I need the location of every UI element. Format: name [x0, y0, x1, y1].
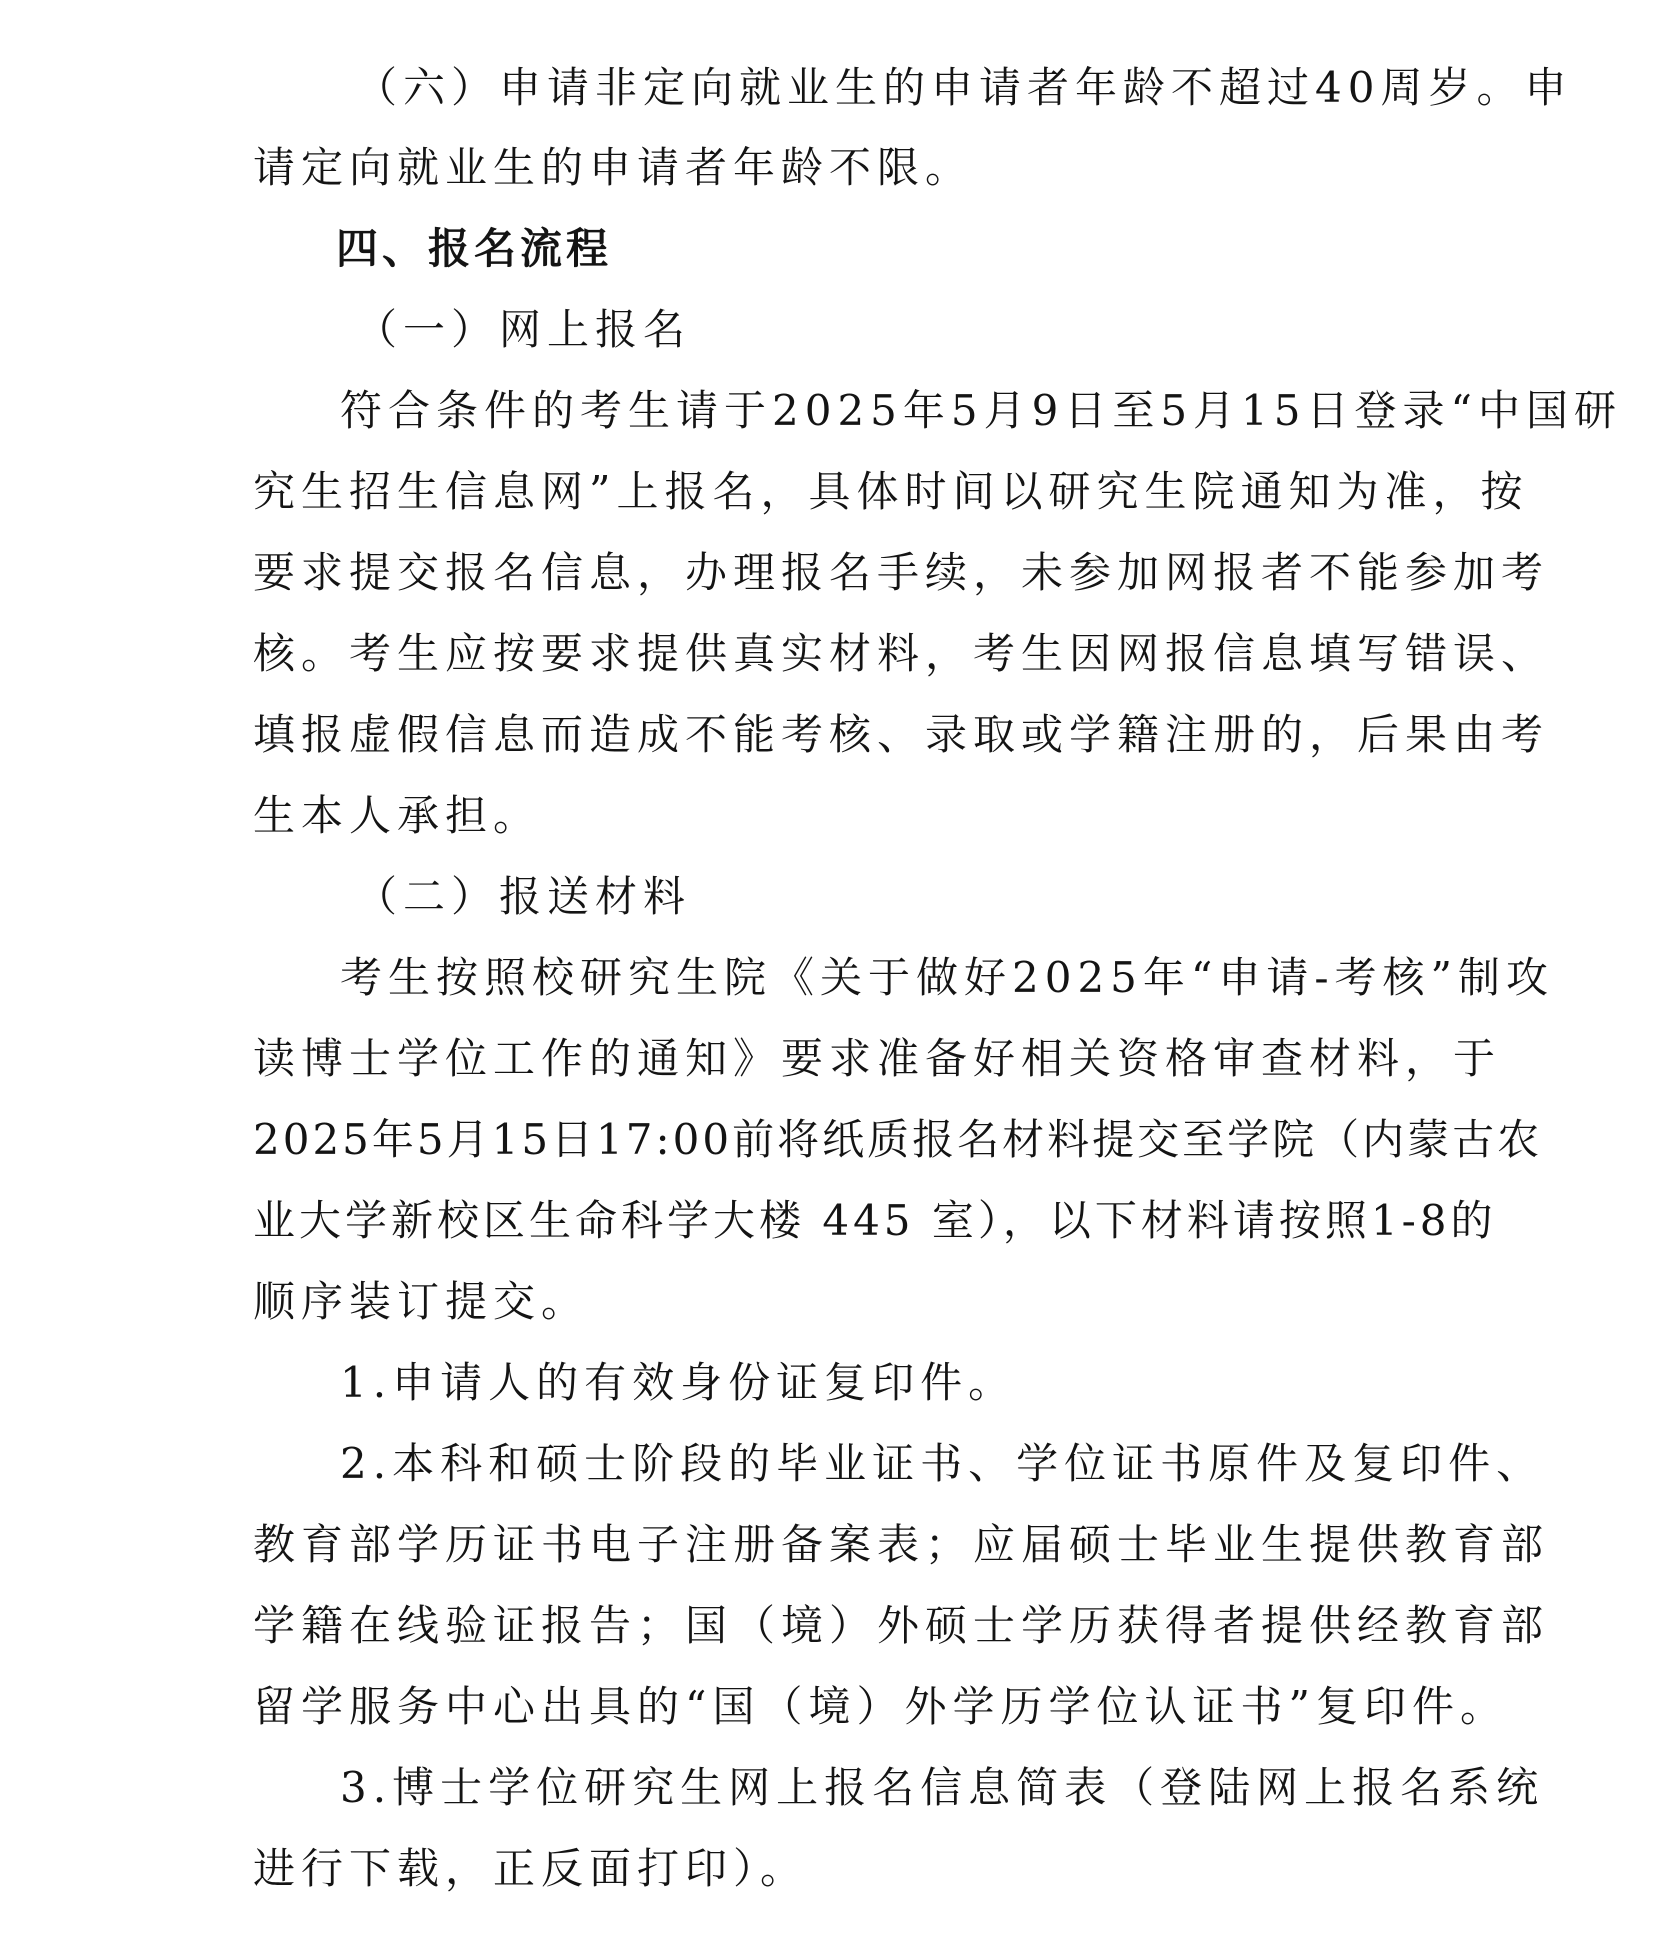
subheading-online-registration: （一）网上报名: [355, 305, 692, 354]
submit-materials-line-3: 2025年5月15日17:00前将纸质报名材料提交至学院（内蒙古农: [253, 1115, 1543, 1164]
submit-materials-line-5: 顺序装订提交。: [253, 1277, 590, 1326]
section-heading-registration-process: 四、报名流程: [336, 224, 613, 273]
material-item-1: 1.申请人的有效身份证复印件。: [340, 1358, 1017, 1407]
paragraph-six-line-2: 请定向就业生的申请者年龄不限。: [253, 143, 974, 192]
material-item-2-line-1: 2.本科和硕士阶段的毕业证书、学位证书原件及复印件、: [340, 1439, 1545, 1488]
material-item-3-line-2: 进行下载，正反面打印）。: [253, 1844, 809, 1893]
online-registration-line-6: 生本人承担。: [253, 791, 542, 840]
submit-materials-line-1: 考生按照校研究生院《关于做好2025年“申请-考核”制攻: [340, 953, 1555, 1002]
online-registration-line-5: 填报虚假信息而造成不能考核、录取或学籍注册的，后果由考: [253, 710, 1550, 759]
material-item-2-line-4: 留学服务中心出具的“国（境）外学历学位认证书”复印件。: [253, 1682, 1508, 1731]
paragraph-six-line-1: （六）申请非定向就业生的申请者年龄不超过40周岁。申: [355, 63, 1573, 112]
online-registration-line-1: 符合条件的考生请于2025年5月9日至5月15日登录“中国研: [340, 386, 1622, 435]
online-registration-line-2: 究生招生信息网”上报名，具体时间以研究生院通知为准，按: [253, 467, 1529, 516]
material-item-2-line-3: 学籍在线验证报告；国（境）外硕士学历获得者提供经教育部: [253, 1601, 1550, 1650]
material-item-3-line-1: 3.博士学位研究生网上报名信息简表（登陆网上报名系统: [340, 1763, 1545, 1812]
submit-materials-line-2: 读博士学位工作的通知》要求准备好相关资格审查材料，于: [253, 1034, 1502, 1083]
online-registration-line-3: 要求提交报名信息，办理报名手续，未参加网报者不能参加考: [253, 548, 1550, 597]
submit-materials-line-4: 业大学新校区生命科学大楼 445 室），以下材料请按照1-8的: [253, 1196, 1497, 1245]
subheading-submit-materials: （二）报送材料: [355, 872, 692, 921]
material-item-2-line-2: 教育部学历证书电子注册备案表；应届硕士毕业生提供教育部: [253, 1520, 1550, 1569]
online-registration-line-4: 核。考生应按要求提供真实材料，考生因网报信息填写错误、: [253, 629, 1550, 678]
